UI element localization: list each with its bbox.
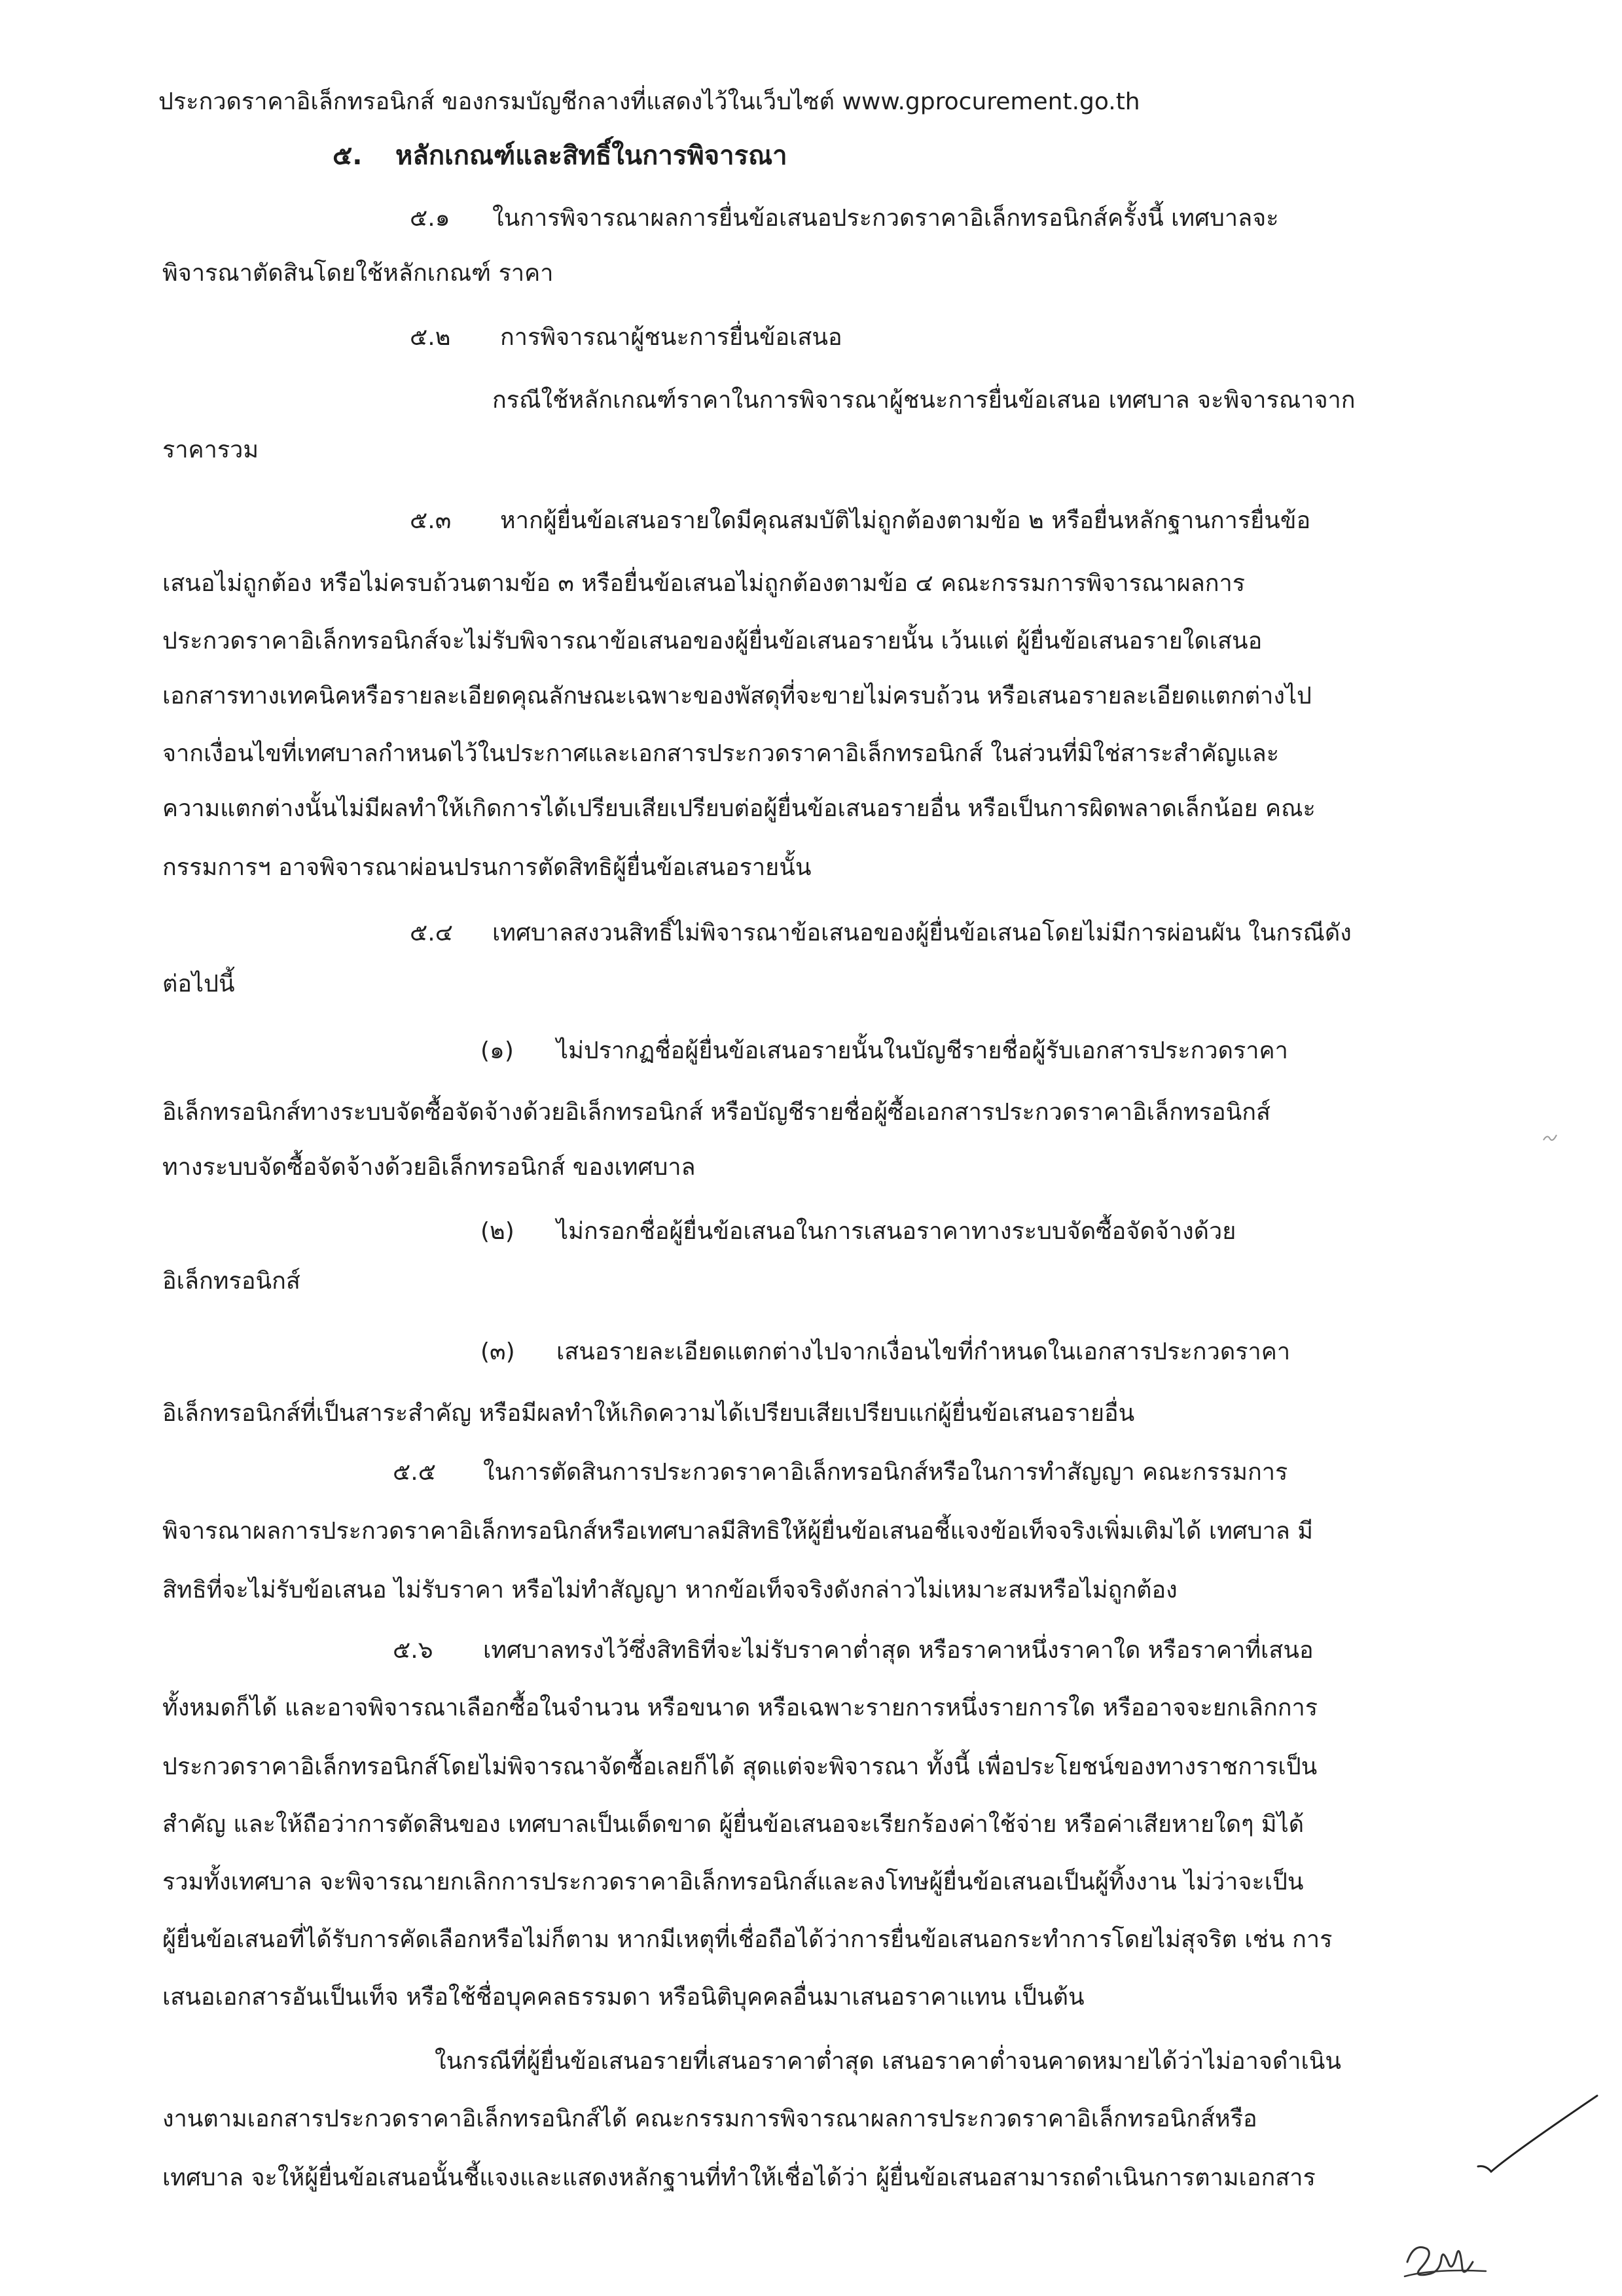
item-number: (๒) — [480, 1218, 514, 1245]
text-line: ในการตัดสินการประกวดราคาอิเล็กทรอนิกส์หรือในการทำสัญญา คณะกรรมการ — [483, 1459, 1288, 1486]
text-line: เทศบาลทรงไว้ซึ่งสิทธิที่จะไม่รับราคาต่ำสุด หรือราคาหนึ่งราคาใด หรือราคาที่เสนอ — [483, 1637, 1314, 1664]
item-number: (๑) — [480, 1037, 514, 1064]
text-line: ผู้ยื่นข้อเสนอที่ได้รับการคัดเลือกหรือไม่ก็ตาม หากมีเหตุที่เชื่อถือได้ว่าการยื่นข้อเสนอกระทำการโดยไม่สุจริต เช่น การ — [162, 1926, 1333, 1953]
text-line: ในกรณีที่ผู้ยื่นข้อเสนอรายที่เสนอราคาต่ำสุด เสนอราคาต่ำจนคาดหมายได้ว่าไม่อาจดำเนิน — [435, 2048, 1341, 2075]
text-line: ไม่กรอกชื่อผู้ยื่นข้อเสนอในการเสนอราคาทางระบบจัดซื้อจัดจ้างด้วย — [556, 1218, 1236, 1245]
text-line: ความแตกต่างนั้นไม่มีผลทำให้เกิดการได้เปรียบเสียเปรียบต่อผู้ยื่นข้อเสนอรายอื่น หรือเป็นการผิดพลาดเล็กน้อย คณะ — [162, 795, 1316, 822]
text-line: พิจารณาผลการประกวดราคาอิเล็กทรอนิกส์หรือเทศบาลมีสิทธิให้ผู้ยื่นข้อเสนอชี้แจงข้อเท็จจริงเพิ่มเติมได้ เทศบาล มี — [162, 1518, 1314, 1545]
text-line: สำคัญ และให้ถือว่าการตัดสินของ เทศบาลเป็นเด็ดขาด ผู้ยื่นข้อเสนอจะเรียกร้องค่าใช้จ่าย หรือค่าเสียหายใดๆ มิได้ — [162, 1811, 1305, 1838]
text-line: เสนอเอกสารอันเป็นเท็จ หรือใช้ชื่อบุคคลธรรมดา หรือนิติบุคคลอื่นมาเสนอราคาแทน เป็นต้น — [162, 1984, 1085, 2011]
text-line: พิจารณาตัดสินโดยใช้หลักเกณฑ์ ราคา — [162, 260, 554, 287]
section-number: ๕. — [333, 141, 363, 171]
text-line: การพิจารณาผู้ชนะการยื่นข้อเสนอ — [500, 324, 842, 351]
text-line: ทั้งหมดก็ได้ และอาจพิจารณาเลือกซื้อในจำนวน หรือขนาด หรือเฉพาะรายการหนึ่งรายการใด หรืออาจจะยกเลิกการ — [162, 1695, 1318, 1721]
text-line: ไม่ปรากฏชื่อผู้ยื่นข้อเสนอรายนั้นในบัญชีรายชื่อผู้รับเอกสารประกวดราคา — [556, 1037, 1288, 1064]
text-line: หากผู้ยื่นข้อเสนอรายใดมีคุณสมบัติไม่ถูกต้องตามข้อ ๒ หรือยื่นหลักฐานการยื่นข้อ — [500, 507, 1311, 534]
clause-number: ๕.๓ — [410, 507, 452, 534]
text-line: งานตามเอกสารประกวดราคาอิเล็กทรอนิกส์ได้ คณะกรรมการพิจารณาผลการประกวดราคาอิเล็กทรอนิกส์หรือ — [162, 2106, 1257, 2132]
text-line: กรณีใช้หลักเกณฑ์ราคาในการพิจารณาผู้ชนะการยื่นข้อเสนอ เทศบาล จะพิจารณาจาก — [492, 387, 1356, 414]
handwritten-initials — [1394, 2223, 1499, 2288]
text-line: สิทธิที่จะไม่รับข้อเสนอ ไม่รับราคา หรือไม่ทำสัญญา หากข้อเท็จจริงดังกล่าวไม่เหมาะสมหรือไม่ถูกต้อง — [162, 1577, 1178, 1604]
text-line: เทศบาลสงวนสิทธิ์ไม่พิจารณาข้อเสนอของผู้ยื่นข้อเสนอโดยไม่มีการผ่อนผัน ในกรณีดัง — [492, 920, 1352, 946]
text-line: ต่อไปนี้ — [162, 971, 235, 997]
text-line: ทางระบบจัดซื้อจัดจ้างด้วยอิเล็กทรอนิกส์ ของเทศบาล — [162, 1154, 696, 1181]
clause-number: ๕.๒ — [410, 324, 451, 351]
text-line: เทศบาล จะให้ผู้ยื่นข้อเสนอนั้นชี้แจงและแสดงหลักฐานที่ทำให้เชื่อได้ว่า ผู้ยื่นข้อเสนอสามารถดำเนินการตามเอกสาร — [162, 2164, 1316, 2191]
text-line: รวมทั้งเทศบาล จะพิจารณายกเลิกการประกวดราคาอิเล็กทรอนิกส์และลงโทษผู้ยื่นข้อเสนอเป็นผู้ทิ้งงาน ไม่ว่าจะเป็น — [162, 1869, 1304, 1895]
text-line: อิเล็กทรอนิกส์ทางระบบจัดซื้อจัดจ้างด้วยอิเล็กทรอนิกส์ หรือบัญชีรายชื่อผู้ซื้อเอกสารประกวดราคาอิเล็กทรอนิกส์ — [162, 1099, 1271, 1126]
stray-mark — [1541, 1130, 1560, 1145]
text-line: อิเล็กทรอนิกส์ที่เป็นสาระสำคัญ หรือมีผลทำให้เกิดความได้เปรียบเสียเปรียบแก่ผู้ยื่นข้อเสนอรายอื่น — [162, 1400, 1135, 1427]
pen-tick-mark — [1473, 2088, 1604, 2206]
text-line: อิเล็กทรอนิกส์ — [162, 1268, 300, 1295]
clause-number: ๕.๑ — [410, 205, 450, 232]
text-line: จากเงื่อนไขที่เทศบาลกำหนดไว้ในประกาศและเอกสารประกวดราคาอิเล็กทรอนิกส์ ในส่วนที่มิใช่สาระสำคัญและ — [162, 740, 1280, 767]
text-line: ประกวดราคาอิเล็กทรอนิกส์ ของกรมบัญชีกลางที่แสดงไว้ในเว็บไซต์ www.gprocurement.go.th — [158, 88, 1140, 115]
text-line: ประกวดราคาอิเล็กทรอนิกส์โดยไม่พิจารณาจัดซื้อเลยก็ได้ สุดแต่จะพิจารณา ทั้งนี้ เพื่อประโยชน์ของทางราชการเป็น — [162, 1753, 1318, 1780]
clause-number: ๕.๔ — [410, 920, 453, 946]
section-heading: หลักเกณฑ์และสิทธิ์ในการพิจารณา — [395, 141, 787, 171]
text-line: เอกสารทางเทคนิคหรือรายละเอียดคุณลักษณะเฉพาะของพัสดุที่จะขายไม่ครบถ้วน หรือเสนอรายละเอียดแตกต่างไป — [162, 683, 1312, 709]
text-line: เสนอไม่ถูกต้อง หรือไม่ครบถ้วนตามข้อ ๓ หรือยื่นข้อเสนอไม่ถูกต้องตามข้อ ๔ คณะกรรมการพิจารณาผลการ — [162, 570, 1246, 597]
clause-number: ๕.๖ — [393, 1637, 433, 1664]
text-line: ราคารวม — [162, 437, 259, 463]
item-number: (๓) — [480, 1338, 515, 1365]
text-line: กรรมการฯ อาจพิจารณาผ่อนปรนการตัดสิทธิผู้ยื่นข้อเสนอรายนั้น — [162, 854, 812, 881]
clause-number: ๕.๕ — [393, 1459, 436, 1486]
text-line: เสนอรายละเอียดแตกต่างไปจากเงื่อนไขที่กำหนดในเอกสารประกวดราคา — [556, 1338, 1291, 1365]
text-line: ประกวดราคาอิเล็กทรอนิกส์จะไม่รับพิจารณาข้อเสนอของผู้ยื่นข้อเสนอรายนั้น เว้นแต่ ผู้ยื่นข้อเสนอรายใดเสนอ — [162, 628, 1263, 655]
text-line: ในการพิจารณาผลการยื่นข้อเสนอประกวดราคาอิเล็กทรอนิกส์ครั้งนี้ เทศบาลจะ — [492, 205, 1279, 232]
